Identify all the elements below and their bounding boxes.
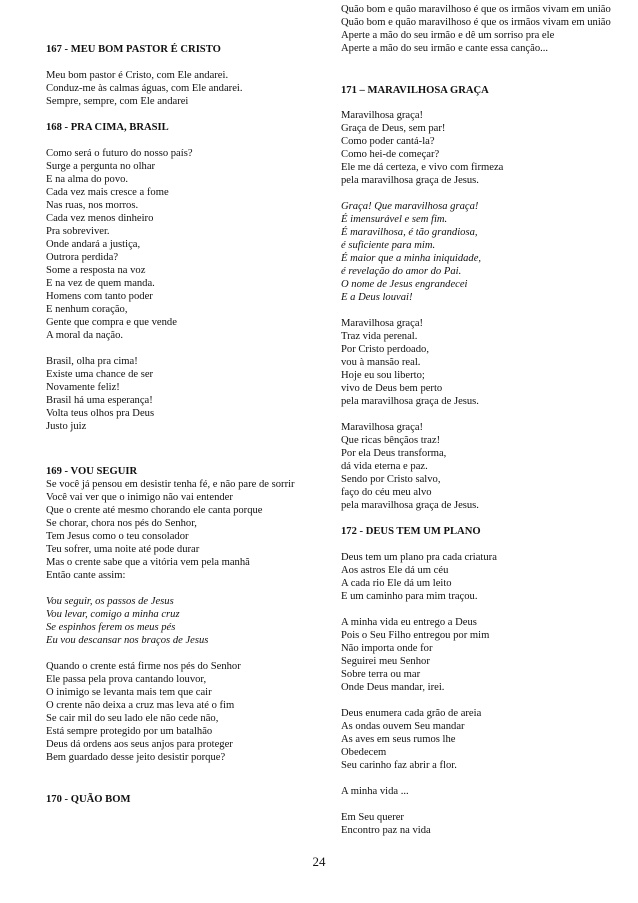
lyric-line: Aos astros Ele dá um céu	[341, 565, 449, 576]
lyric-line: Ele passa pela prova cantando louvor,	[46, 674, 207, 685]
lyric-line: Gente que compra e que vende	[46, 317, 177, 328]
lyric-line: A moral da nação.	[46, 330, 124, 341]
lyric-line: Quão bom e quão maravilhoso é que os irmãos vivam em união	[341, 4, 611, 15]
lyric-line: Brasil há uma esperança!	[46, 395, 153, 406]
lyric-line: Hoje eu sou liberto;	[341, 370, 425, 381]
lyric-line: O crente não deixa a cruz mas leva até o fim	[46, 700, 235, 711]
lyric-line: pela maravilhosa graça de Jesus.	[341, 396, 479, 407]
lyric-line: Some a resposta na voz	[46, 265, 146, 276]
lyric-line: pela maravilhosa graça de Jesus.	[341, 175, 479, 186]
song-title-171: 171 – MARAVILHOSA GRAÇA	[341, 85, 489, 96]
lyric-line: Então cante assim:	[46, 570, 126, 581]
lyric-line: Encontro paz na vida	[341, 825, 431, 836]
lyric-line: Quão bom e quão maravilhoso é que os irmãos vivam em união	[341, 17, 611, 28]
lyric-line: Pois o Seu Filho entregou por mim	[341, 630, 490, 641]
lyric-line: É maravilhosa, é tão grandiosa,	[341, 227, 478, 238]
lyric-line: Brasil, olha pra cima!	[46, 356, 138, 367]
lyric-line: Graça! Que maravilhosa graça!	[341, 201, 479, 212]
lyric-line: Não importa onde for	[341, 643, 433, 654]
song-172-chorus	[341, 616, 631, 694]
lyric-line: Obedecem	[341, 747, 387, 758]
lyric-line: Mas o crente sabe que a vitória vem pela manhã	[46, 557, 250, 568]
lyric-line: Aperte a mão do seu irmão e cante essa canção...	[341, 43, 549, 54]
lyric-line: Onde Deus mandar, irei.	[341, 682, 445, 693]
right-column	[341, 0, 631, 837]
song-169-verse-2	[46, 660, 308, 764]
lyric-line: Homens com tanto poder	[46, 291, 153, 302]
lyric-line: dá vida eterna e paz.	[341, 461, 428, 472]
lyric-line: Maravilhosa graça!	[341, 110, 424, 121]
song-171-chorus	[341, 200, 631, 304]
lyric-line: As ondas ouvem Seu mandar	[341, 721, 465, 732]
song-title-169: 169 - VOU SEGUIR	[46, 466, 138, 477]
lyric-line: Tem Jesus como o teu consolador	[46, 531, 189, 542]
lyric-line: Surge a pergunta no olhar	[46, 161, 156, 172]
lyric-line: vivo de Deus bem perto	[341, 383, 443, 394]
lyric-line: Traz vida perenal.	[341, 331, 418, 342]
lyric-line: O nome de Jesus engrandecei	[341, 279, 468, 290]
lyric-line: Sendo por Cristo salvo,	[341, 474, 441, 485]
lyric-line: Onde andará a justiça,	[46, 239, 141, 250]
lyric-line: Seu carinho faz abrir a flor.	[341, 760, 457, 771]
lyric-line: Por Cristo perdoado,	[341, 344, 429, 355]
song-167-verse	[46, 69, 308, 108]
lyric-line: faço do céu meu alvo	[341, 487, 432, 498]
lyric-line: Existe uma chance de ser	[46, 369, 154, 380]
lyric-line: Está sempre protegido por um batalhão	[46, 726, 213, 737]
lyric-line: Outrora perdida?	[46, 252, 119, 263]
lyric-line: É imensurável e sem fim.	[341, 214, 448, 225]
lyric-line: Se você já pensou em desistir tenha fé, e não pare de sorrir	[46, 479, 295, 490]
lyric-line: Vou seguir, os passos de Jesus	[46, 596, 174, 607]
lyric-line: Como poder cantá-la?	[341, 136, 435, 147]
lyric-line: Justo juiz	[46, 421, 87, 432]
lyric-line: Em Seu querer	[341, 812, 404, 823]
lyric-line: Conduz-me às calmas águas, com Ele andarei.	[46, 83, 243, 94]
lyric-line: Se chorar, chora nos pés do Senhor,	[46, 518, 197, 529]
lyric-line: pela maravilhosa graça de Jesus.	[341, 500, 479, 511]
song-171-verse-1	[341, 109, 631, 187]
song-172-verse-2	[341, 707, 631, 772]
song-170-lyrics	[341, 3, 631, 55]
song-169-verse-1	[46, 478, 308, 582]
lyric-line: Maravilhosa graça!	[341, 422, 424, 433]
song-168-chorus	[46, 355, 308, 433]
lyric-line: é revelação do amor do Pai.	[341, 266, 462, 277]
left-column	[46, 0, 308, 806]
page-number: 24	[312, 854, 326, 869]
song-172-repeat-note	[341, 785, 631, 798]
lyric-line: Eu vou descansar nos braços de Jesus	[46, 635, 209, 646]
lyric-line: Nas ruas, nos morros.	[46, 200, 139, 211]
song-171-verse-2	[341, 317, 631, 408]
lyric-line: O inimigo se levanta mais tem que cair	[46, 687, 212, 698]
lyric-line: Cada vez menos dinheiro	[46, 213, 154, 224]
lyric-line: Cada vez mais cresce a fome	[46, 187, 169, 198]
lyric-line: Teu sofrer, uma noite até pode durar	[46, 544, 200, 555]
lyric-line: Maravilhosa graça!	[341, 318, 424, 329]
lyric-line: Como será o futuro do nosso país?	[46, 148, 193, 159]
lyric-line: Deus tem um plano pra cada criatura	[341, 552, 497, 563]
lyric-line: A minha vida eu entrego a Deus	[341, 617, 477, 628]
lyric-line: E nenhum coração,	[46, 304, 128, 315]
lyric-line: Sobre terra ou mar	[341, 669, 421, 680]
song-title-168: 168 - PRA CIMA, BRASIL	[46, 122, 169, 133]
lyric-line: E a Deus louvai!	[341, 292, 413, 303]
lyric-line: Meu bom pastor é Cristo, com Ele andarei.	[46, 70, 229, 81]
lyric-line: A cada rio Ele dá um leito	[341, 578, 452, 589]
lyric-line: Por ela Deus transforma,	[341, 448, 447, 459]
lyric-line: Graça de Deus, sem par!	[341, 123, 446, 134]
lyric-line: As aves em seus rumos lhe	[341, 734, 456, 745]
lyric-line: E um caminho para mim traçou.	[341, 591, 478, 602]
lyric-line: Seguirei meu Senhor	[341, 656, 430, 667]
lyric-line: Como hei-de começar?	[341, 149, 440, 160]
lyric-line: Novamente feliz!	[46, 382, 120, 393]
lyric-line: Se espinhos ferem os meus pés	[46, 622, 176, 633]
song-title-167: 167 - MEU BOM PASTOR É CRISTO	[46, 44, 221, 55]
lyric-line: Sempre, sempre, com Ele andarei	[46, 96, 189, 107]
lyric-line: E na alma do povo.	[46, 174, 129, 185]
lyric-line: Quando o crente está firme nos pés do Senhor	[46, 661, 241, 672]
lyric-line: Aperte a mão do seu irmão e dê um sorriso pra ele	[341, 30, 555, 41]
lyric-line: Bem guardado desse jeito desistir porque?	[46, 752, 226, 763]
lyric-line: É maior que a minha iniquidade,	[341, 253, 482, 264]
song-title-170: 170 - QUÃO BOM	[46, 794, 131, 805]
lyric-line: E na vez de quem manda.	[46, 278, 155, 289]
lyric-line: A minha vida ...	[341, 786, 409, 797]
lyric-line: Pra sobreviver.	[46, 226, 110, 237]
lyric-line: Se cair mil do seu lado ele não cede não,	[46, 713, 219, 724]
lyric-line: Vou levar, comigo a minha cruz	[46, 609, 180, 620]
lyric-line: Volta teus olhos pra Deus	[46, 408, 155, 419]
song-168-verse	[46, 147, 308, 342]
song-172-verse-1	[341, 551, 631, 603]
lyric-line: Deus enumera cada grão de areia	[341, 708, 482, 719]
lyric-line: vou à mansão real.	[341, 357, 421, 368]
song-title-172: 172 - DEUS TEM UM PLANO	[341, 526, 481, 537]
lyric-line: Deus dá ordens aos seus anjos para proteger	[46, 739, 233, 750]
song-172-ending	[341, 811, 631, 837]
lyric-line: Que ricas bênçãos traz!	[341, 435, 441, 446]
lyric-line: Ele me dá certeza, e vivo com firmeza	[341, 162, 504, 173]
lyric-line: Que o crente até mesmo chorando ele canta porque	[46, 505, 263, 516]
song-171-verse-3	[341, 421, 631, 512]
song-169-chorus	[46, 595, 308, 647]
lyric-line: Você vai ver que o inimigo não vai entender	[46, 492, 233, 503]
lyric-line: é suficiente para mim.	[341, 240, 436, 251]
